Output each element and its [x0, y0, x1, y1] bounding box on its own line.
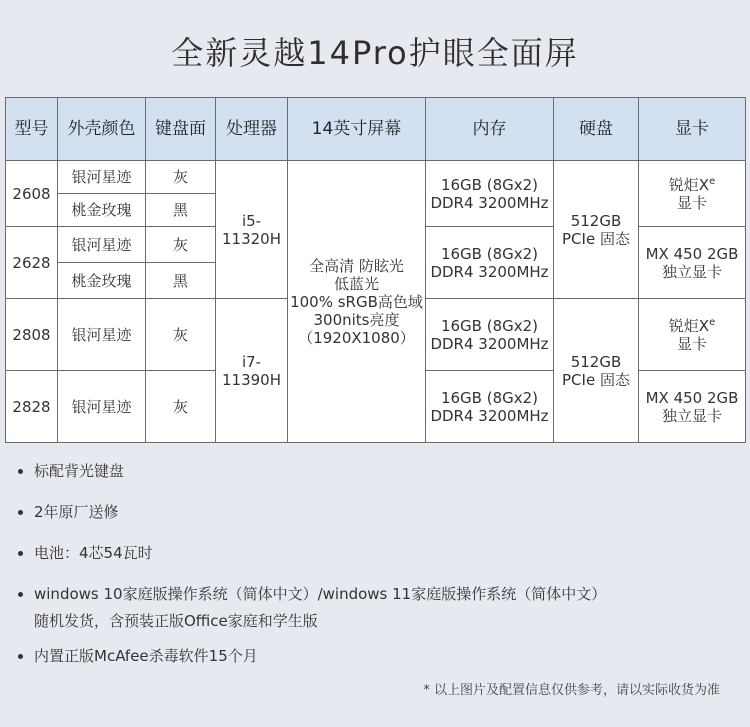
notes-list	[18, 458, 606, 684]
color-cell: 桃金玫瑰	[58, 263, 146, 299]
table-header-row	[6, 98, 746, 161]
model-cell: 2828	[6, 371, 58, 443]
memory-line: DDR4 3200MHz	[430, 406, 549, 425]
gpu-line: MX 450 2GB	[645, 388, 739, 407]
gpu-line: 独立显卡	[661, 262, 722, 281]
gpu-sup: e	[709, 175, 716, 187]
page-title: 全新灵越14Pro护眼全面屏	[171, 34, 579, 72]
storage-cell	[554, 299, 639, 443]
screen-cell	[288, 161, 426, 443]
table-row	[6, 161, 746, 194]
keyboard-cell: 灰	[146, 161, 216, 194]
gpu-line	[639, 176, 745, 194]
gpu-sup: e	[709, 316, 716, 328]
list-item: 2年原厂送修	[18, 499, 606, 526]
list-item: 标配背光键盘	[18, 458, 606, 485]
storage-line: 512GB	[570, 211, 622, 230]
color-cell: 银河星迹	[58, 227, 146, 263]
color-cell: 银河星迹	[58, 299, 146, 371]
memory-line: DDR4 3200MHz	[430, 193, 549, 212]
cpu-line: 11320H	[222, 229, 281, 248]
memory-line: DDR4 3200MHz	[430, 262, 549, 281]
gpu-cell	[639, 161, 746, 227]
storage-line: 512GB	[570, 352, 622, 371]
gpu-line: MX 450 2GB	[645, 244, 739, 263]
gpu-cell	[639, 371, 746, 443]
header-memory: 内存	[426, 98, 554, 161]
memory-cell	[426, 161, 554, 227]
header-gpu: 显卡	[639, 98, 746, 161]
cpu-cell-i5	[216, 161, 288, 299]
gpu-line: 独立显卡	[661, 406, 722, 425]
memory-cell	[426, 371, 554, 443]
keyboard-cell: 灰	[146, 299, 216, 371]
gpu-cell	[639, 227, 746, 299]
storage-cell	[554, 161, 639, 299]
list-item	[18, 581, 606, 635]
header-storage: 硬盘	[554, 98, 639, 161]
keyboard-cell: 黑	[146, 263, 216, 299]
disclaimer: * 以上图片及配置信息仅供参考，请以实际收货为准	[423, 683, 720, 698]
gpu-line: 显卡	[676, 334, 707, 353]
list-item: 电池：4芯54瓦时	[18, 540, 606, 567]
gpu-name: 锐炬X	[668, 175, 710, 194]
spec-table	[5, 97, 746, 443]
screen-line: 低蓝光	[333, 274, 379, 293]
list-item-line: 随机发货，含预装正版Office家庭和学生版	[34, 612, 318, 630]
gpu-line: 显卡	[676, 193, 707, 212]
gpu-name: 锐炬X	[668, 316, 710, 335]
screen-line: 全高清 防眩光	[309, 256, 404, 275]
color-cell: 桃金玫瑰	[58, 194, 146, 227]
memory-cell	[426, 299, 554, 371]
header-keyboard: 键盘面	[146, 98, 216, 161]
cpu-cell-i7	[216, 299, 288, 443]
cpu-line: 11390H	[222, 370, 281, 389]
gpu-cell	[639, 299, 746, 371]
storage-line: PCIe 固态	[562, 370, 630, 389]
storage-line: PCIe 固态	[562, 229, 630, 248]
list-item: 内置正版McAfee杀毒软件15个月	[18, 643, 606, 670]
list-item-line: windows 10家庭版操作系统（简体中文）/windows 11家庭版操作系统（简体中文）	[34, 585, 607, 603]
cpu-line: i5-	[241, 211, 262, 230]
keyboard-cell: 黑	[146, 194, 216, 227]
model-cell: 2608	[6, 161, 58, 227]
header-model: 型号	[6, 98, 58, 161]
gpu-line	[639, 317, 745, 335]
memory-line: 16GB (8Gx2)	[440, 244, 539, 263]
header-cpu: 处理器	[216, 98, 288, 161]
screen-line: 100% sRGB高色域	[290, 292, 423, 311]
color-cell: 银河星迹	[58, 161, 146, 194]
header-screen: 14英寸屏幕	[288, 98, 426, 161]
screen-line: （1920X1080）	[298, 328, 415, 347]
keyboard-cell: 灰	[146, 371, 216, 443]
model-cell: 2808	[6, 299, 58, 371]
memory-cell	[426, 227, 554, 299]
memory-line: 16GB (8Gx2)	[440, 388, 539, 407]
memory-line: 16GB (8Gx2)	[440, 175, 539, 194]
header-color: 外壳颜色	[58, 98, 146, 161]
model-cell: 2628	[6, 227, 58, 299]
screen-line: 300nits亮度	[313, 310, 400, 329]
cpu-line: i7-	[241, 352, 262, 371]
color-cell: 银河星迹	[58, 371, 146, 443]
memory-line: DDR4 3200MHz	[430, 334, 549, 353]
memory-line: 16GB (8Gx2)	[440, 316, 539, 335]
keyboard-cell: 灰	[146, 227, 216, 263]
